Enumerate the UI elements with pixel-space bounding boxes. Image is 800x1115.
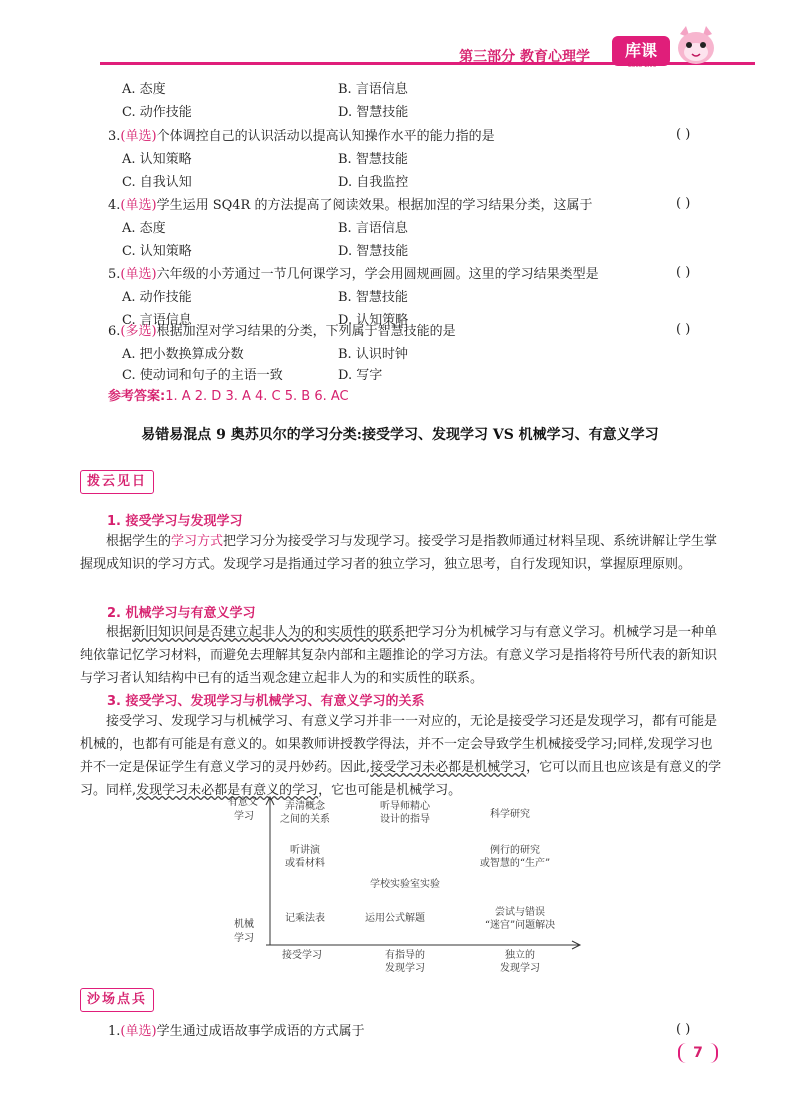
brand-sub: Coco Live <box>627 62 657 69</box>
diagram-cell-text: 运用公式解题 <box>365 913 425 924</box>
answer-paren: ( ) <box>676 322 691 337</box>
question-6 <box>108 322 456 342</box>
x-axis-label: 有指导的 <box>385 950 425 961</box>
answer-paren: ( ) <box>676 1022 691 1037</box>
question-text: 个体调控自己的认识活动以提高认知操作水平的能力指的是 <box>156 129 495 144</box>
q5-option-c: C. 言语信息 <box>122 313 192 328</box>
answer-paren: ( ) <box>676 265 691 280</box>
q4-option-d: D. 智慧技能 <box>338 244 409 259</box>
q3-option-d: D. 自我监控 <box>338 175 409 190</box>
brand-logo: 库课 <box>612 36 670 66</box>
q2-option-b: B. 言语信息 <box>338 82 408 97</box>
diagram-cell-text: 尝试与错误 <box>495 907 545 918</box>
q4-option-b: B. 言语信息 <box>338 221 408 236</box>
subheading-1: 1. 接受学习与发现学习 <box>107 514 243 529</box>
question-number: 4. <box>108 198 121 213</box>
question-4 <box>108 196 592 216</box>
q6-option-a: A. 把小数换算成分数 <box>122 347 244 362</box>
q6-option-b: B. 认识时钟 <box>338 347 408 362</box>
reference-answers <box>108 385 349 404</box>
question-type-tag: (单选) <box>120 198 157 213</box>
underline-discovery: 发现学习未必都是有意义的学习 <box>136 783 319 798</box>
diagram-cell-text: 设计的指导 <box>380 814 430 825</box>
paragraph-1: 根据学生的学习方式把学习分为接受学习与发现学习。接受学习是指教师通过材料呈现、系统讲解让学生掌握现成知识的学习方式。发现学习是指通过学习者的独立学习，独立思考，自行发现知识，掌握原理原则。 <box>80 534 718 572</box>
question-text: 学生运用 SQ4R 的方法提高了阅读效果。根据加涅的学习结果分类，这属于 <box>156 198 593 213</box>
question-text: 六年级的小芳通过一节几何课学习，学会用圆规画圆。这里的学习结果类型是 <box>156 267 599 282</box>
answer-paren: ( ) <box>676 196 691 211</box>
diagram-cell-text: 听导师精心 <box>380 801 430 812</box>
mascot-icon <box>672 24 720 68</box>
question-type-tag: (单选) <box>120 1024 157 1039</box>
q5-option-a: A. 动作技能 <box>122 290 192 305</box>
tag-box-practice: 沙场点兵 <box>80 988 154 1012</box>
paragraph-3: 接受学习、发现学习与机械学习、有意义学习并非一一对应的，无论是接受学习还是发现学习，都有可能是机械的，也都有可能是有意义的。如果教师讲授教学得法，并不一定会导致学生机械接受学习;同样,发现学习也并不一定是保证学生有意义学习的灵丹妙药。因此,接受学习未必都是机械学习，它可以而且也应该是有意义的学习。同样,发现学习未必都是有意义的学习，它也可能是机械学习。 <box>80 714 722 798</box>
q5-option-b: B. 智慧技能 <box>338 290 408 305</box>
y-label-bottom-2: 学习 <box>234 933 254 944</box>
underline-criterion: 新旧知识间是否建立起非人为的和实质性的联系 <box>132 625 406 640</box>
question-number: 1. <box>108 1024 121 1039</box>
diagram-cell-text: 学校实验室实验 <box>370 879 440 890</box>
question-type-tag: (单选) <box>120 267 157 282</box>
y-label-top-1: 有意义 <box>228 797 258 808</box>
learning-type-diagram <box>220 795 600 980</box>
q5-option-d: D. 认知策略 <box>338 313 409 328</box>
paragraph-2: 根据新旧知识间是否建立起非人为的和实质性的联系把学习分为机械学习与有意义学习。机械学习是一种单纯依靠记忆学习材料，而避免去理解其复杂内部和主题推论的学习方法。有意义学习是指将符号所代表的新知识与学习者认知结构中已有的适当观念建立起非人为的和实质性的联系。 <box>80 625 718 686</box>
q6-option-d: D. 写字 <box>338 368 383 383</box>
q3-option-b: B. 智慧技能 <box>338 152 408 167</box>
q3-option-a: A. 认知策略 <box>122 152 192 167</box>
diagram-cell-text: “迷宫”问题解决 <box>484 920 556 931</box>
subheading-3: 3. 接受学习、发现学习与机械学习、有意义学习的关系 <box>107 694 425 709</box>
question-5 <box>108 265 599 285</box>
tag-box-intro: 拨云见日 <box>80 470 154 494</box>
q4-option-a: A. 态度 <box>122 221 166 236</box>
diagram-cell-text: 弄清概念 <box>285 801 325 812</box>
question-text: 学生通过成语故事学成语的方式属于 <box>156 1024 365 1039</box>
y-label-top-2: 学习 <box>234 811 254 822</box>
x-axis-label: 发现学习 <box>385 963 425 974</box>
q2-option-d: D. 智慧技能 <box>338 105 409 120</box>
diagram-cell-text: 或看材料 <box>285 858 325 869</box>
q6-option-c: C. 使动词和句子的主语一致 <box>122 368 283 383</box>
question-text: 根据加涅对学习结果的分类，下列属于智慧技能的是 <box>156 324 456 339</box>
diagram-cell-text: 听讲演 <box>290 845 320 856</box>
question-number: 3. <box>108 129 121 144</box>
diagram-cell-text: 记乘法表 <box>285 913 325 924</box>
q2-option-a: A. 态度 <box>122 82 166 97</box>
x-axis-label: 接受学习 <box>282 950 322 961</box>
question-type-tag: (单选) <box>120 129 157 144</box>
q4-option-c: C. 认知策略 <box>122 244 192 259</box>
question-type-tag: (多选) <box>120 324 157 339</box>
page-number: 7 <box>678 1043 718 1063</box>
underline-receptive: 接受学习未必都是机械学习 <box>370 760 527 775</box>
diagram-cell-text: 例行的研究 <box>490 845 540 856</box>
diagram-cell-text: 或智慧的“生产” <box>479 858 551 869</box>
subheading-2: 2. 机械学习与有意义学习 <box>107 606 256 621</box>
question-number: 6. <box>108 324 121 339</box>
diagram-cell-text: 之间的关系 <box>280 814 330 825</box>
section-title: 易错易混点 9 奥苏贝尔的学习分类:接受学习、发现学习 VS 机械学习、有意义学习 <box>141 427 659 443</box>
practice-question-1 <box>108 1022 365 1042</box>
q3-option-c: C. 自我认知 <box>122 175 192 190</box>
x-axis-label: 发现学习 <box>500 963 540 974</box>
y-label-bottom-1: 机械 <box>234 919 254 930</box>
question-number: 5. <box>108 267 121 282</box>
answer-paren: ( ) <box>676 127 691 142</box>
diagram-cell-text: 科学研究 <box>490 809 530 820</box>
x-axis-label: 独立的 <box>505 950 535 961</box>
question-3 <box>108 127 495 147</box>
answer-label: 参考答案: <box>108 389 166 404</box>
header-section-title: 第三部分 教育心理学 <box>459 49 590 65</box>
q2-option-c: C. 动作技能 <box>122 105 192 120</box>
answer-text: 1. A 2. D 3. A 4. C 5. B 6. AC <box>165 389 349 404</box>
highlight-learning-mode: 学习方式 <box>171 534 224 549</box>
